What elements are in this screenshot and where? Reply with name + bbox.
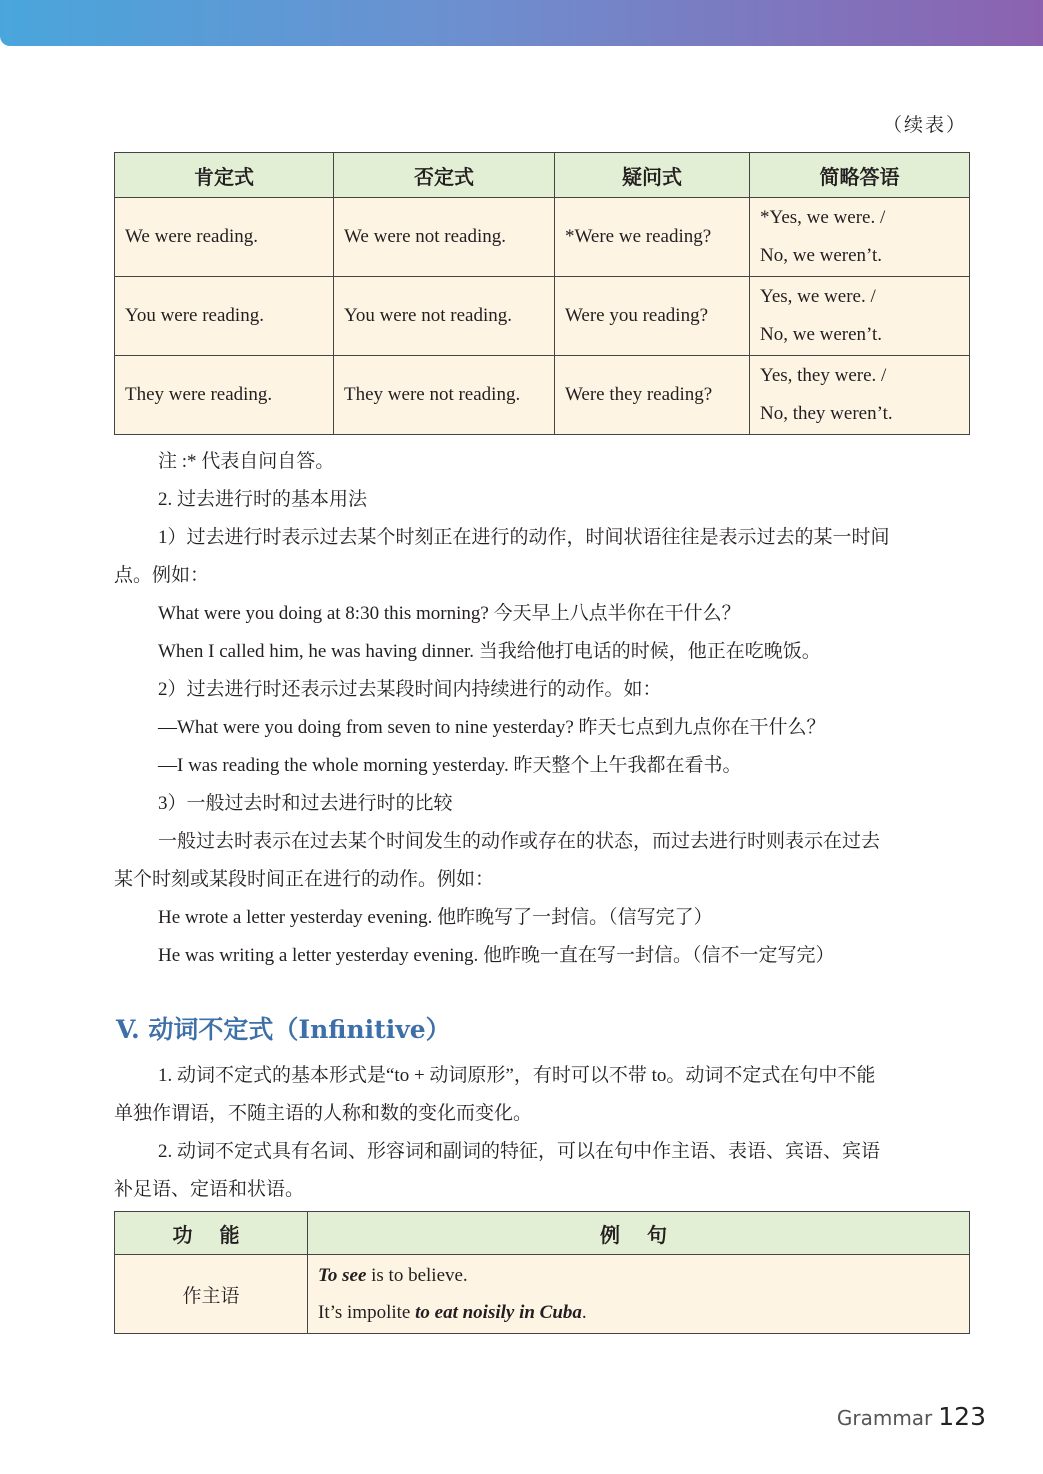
col-header-example: 例 句 <box>308 1212 970 1255</box>
example-sentence: —I was reading the whole morning yesterday. 昨天整个上午我都在看书。 <box>158 755 742 776</box>
table-note: 注 :* 代表自问自答。 <box>158 451 335 472</box>
example-sentence: He was writing a letter yesterday evening. 他昨晚一直在写一封信。（信不一定写完） <box>158 945 835 966</box>
example-sentence: What were you doing at 8:30 this morning? 今天早上八点半你在干什么？ <box>158 603 741 624</box>
cell-examples <box>308 1255 970 1334</box>
cell-negative: We were not reading. <box>334 198 555 277</box>
cell-short-answer <box>750 277 970 356</box>
cell-negative: You were not reading. <box>334 277 555 356</box>
answer-line: Yes, they were. / <box>760 365 887 386</box>
cell-question: Were they reading? <box>555 356 750 435</box>
past-progressive-table <box>114 152 970 435</box>
continued-label: （续表） <box>882 114 967 136</box>
col-header-function: 功 能 <box>115 1212 308 1255</box>
cell-function: 作主语 <box>115 1255 308 1334</box>
cell-short-answer <box>750 356 970 435</box>
cell-affirmative: We were reading. <box>115 198 334 277</box>
answer-line: No, they weren’t. <box>760 403 893 424</box>
table-header-row <box>115 1212 970 1255</box>
emphasis: To see <box>318 1265 367 1286</box>
paragraph: 2）过去进行时还表示过去某段时间内持续进行的动作。如： <box>158 679 662 700</box>
example-line <box>318 1257 959 1294</box>
col-header-affirmative: 肯定式 <box>115 153 334 198</box>
table-row <box>115 198 970 277</box>
answer-line: No, we weren’t. <box>760 245 883 266</box>
table-row <box>115 356 970 435</box>
cell-affirmative: You were reading. <box>115 277 334 356</box>
text: It’s impolite <box>318 1302 416 1323</box>
col-header-question: 疑问式 <box>555 153 750 198</box>
paragraph: 2. 动词不定式具有名词、形容词和副词的特征，可以在句中作主语、表语、宾语、宾语 <box>158 1141 881 1162</box>
cell-question: *Were we reading? <box>555 198 750 277</box>
paragraph: 1）过去进行时表示过去某个时刻正在进行的动作，时间状语往往是表示过去的某一时间 <box>158 527 890 548</box>
table-row <box>115 277 970 356</box>
section-heading: V. 动词不定式（Infinitive） <box>116 1015 451 1044</box>
paragraph-continued: 补足语、定语和状语。 <box>114 1179 305 1200</box>
answer-line: No, we weren’t. <box>760 324 883 345</box>
page-number: 123 <box>938 1402 986 1431</box>
infinitive-function-table <box>114 1211 970 1334</box>
example-line <box>318 1294 959 1331</box>
answer-line: Yes, we were. / <box>760 286 876 307</box>
footer-label: Grammar <box>836 1406 933 1430</box>
answer-line: *Yes, we were. / <box>760 207 886 228</box>
paragraph-continued: 单独作谓语，不随主语的人称和数的变化而变化。 <box>114 1103 533 1124</box>
emphasis: to eat noisily in Cuba <box>415 1302 582 1323</box>
cell-question: Were you reading? <box>555 277 750 356</box>
paragraph: 3）一般过去时和过去进行时的比较 <box>158 793 453 814</box>
page-footer <box>837 1402 986 1431</box>
text: . <box>581 1302 587 1323</box>
paragraph-continued: 某个时刻或某段时间正在进行的动作。例如： <box>114 869 495 890</box>
table-row <box>115 1255 970 1334</box>
example-sentence: He wrote a letter yesterday evening. 他昨晚写了一封信。（信写完了） <box>158 907 713 928</box>
col-header-short-answer: 简略答语 <box>750 153 970 198</box>
example-sentence: —What were you doing from seven to nine yesterday? 昨天七点到九点你在干什么？ <box>158 717 826 738</box>
cell-affirmative: They were reading. <box>115 356 334 435</box>
paragraph-continued: 点。例如： <box>114 565 210 586</box>
subsection-title: 2. 过去进行时的基本用法 <box>158 489 368 510</box>
table-header-row <box>115 153 970 198</box>
text: is to believe. <box>366 1265 468 1286</box>
top-banner <box>0 0 1043 46</box>
paragraph: 1. 动词不定式的基本形式是“to + 动词原形”，有时可以不带 to。动词不定式在句中不能 <box>158 1065 876 1086</box>
example-sentence: When I called him, he was having dinner. 当我给他打电话的时候，他正在吃晚饭。 <box>158 641 821 662</box>
paragraph: 一般过去时表示在过去某个时间发生的动作或存在的状态，而过去进行时则表示在过去 <box>158 831 881 852</box>
cell-short-answer <box>750 198 970 277</box>
cell-negative: They were not reading. <box>334 356 555 435</box>
col-header-negative: 否定式 <box>334 153 555 198</box>
